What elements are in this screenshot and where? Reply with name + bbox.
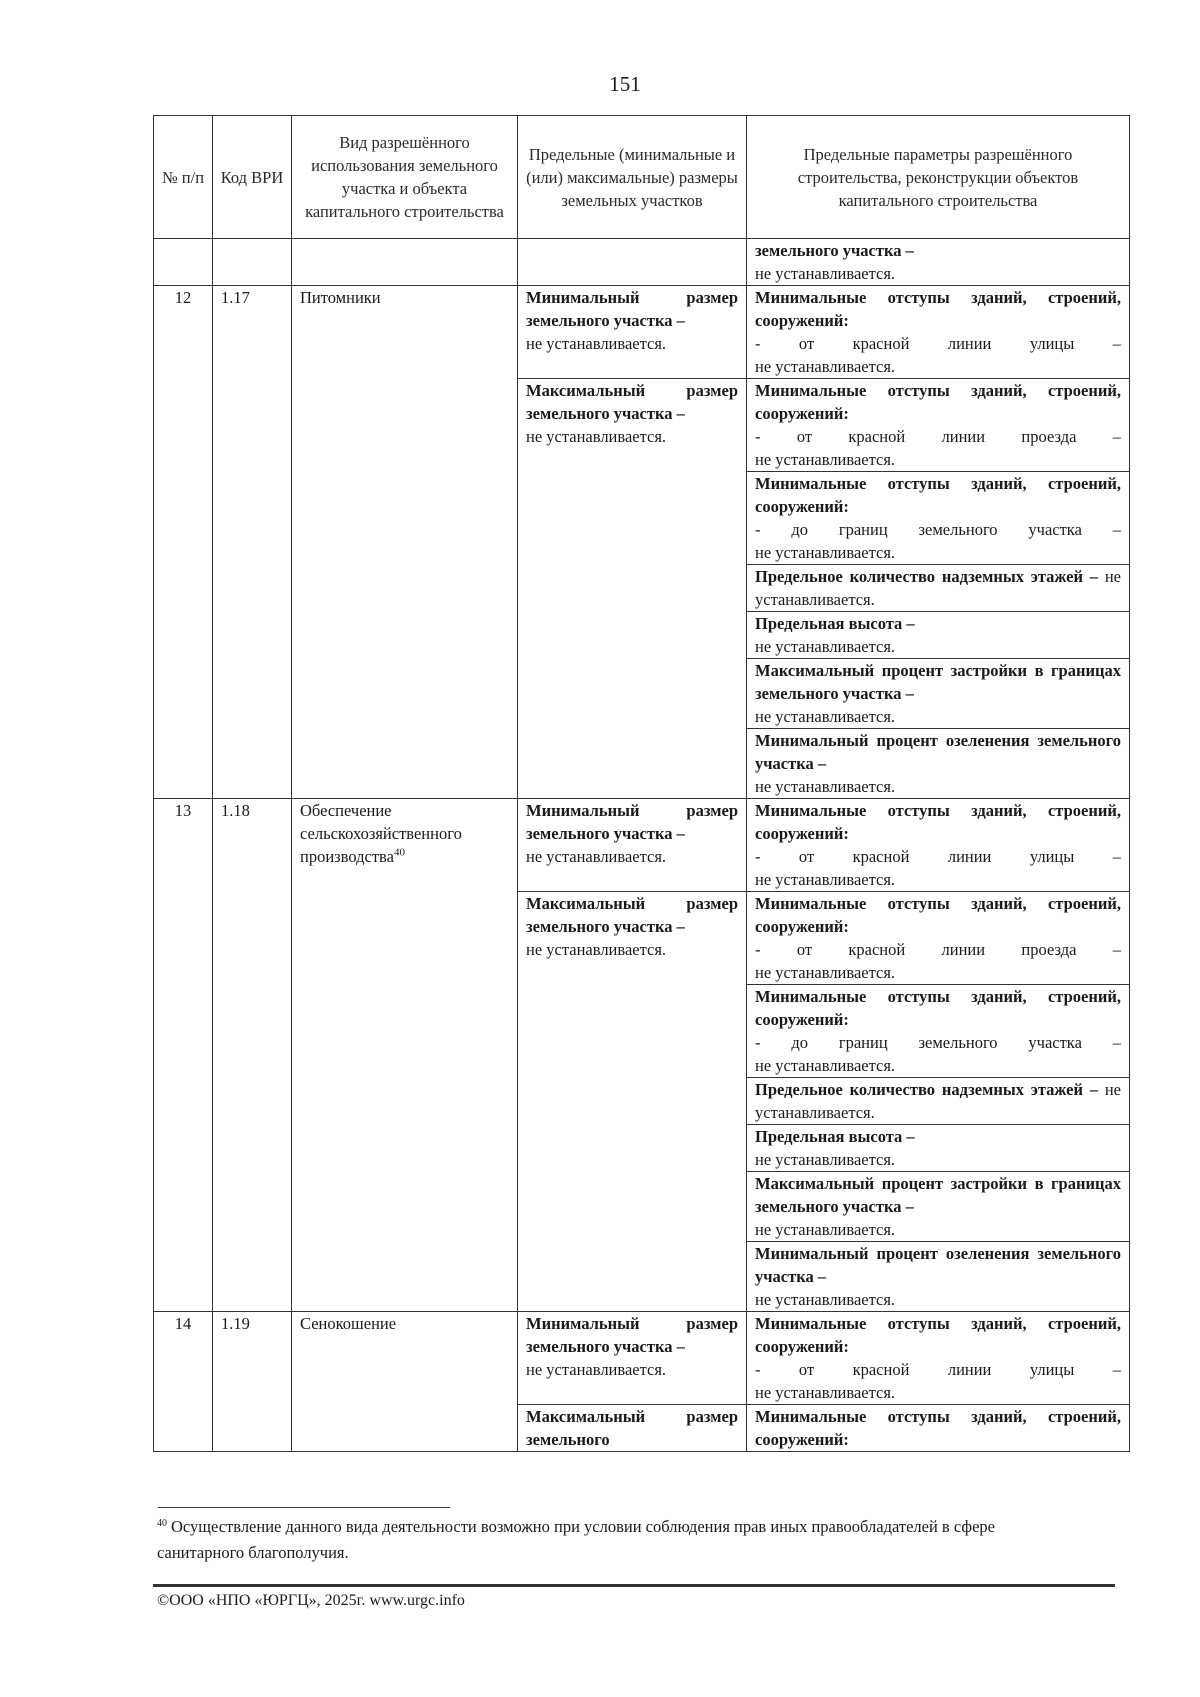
param-label: Минимальные отступы зданий, строений, сооружений:: [755, 801, 1121, 843]
continuation-row: [154, 239, 1130, 286]
min-plot-size-value: не устанавливается.: [526, 847, 667, 866]
use-type-name: [292, 799, 518, 1312]
construction-param: [747, 565, 1130, 612]
footnote: [157, 1514, 1057, 1566]
header-plot-sizes: Предельные (минимальные и (или) максимальные) размеры земельных участков: [518, 116, 747, 239]
row-number-text: 14: [174, 1314, 192, 1333]
param-setback-line: - от красной линии проезда –: [755, 940, 1121, 959]
footnote-text: Осуществление данного вида деятельности возможно при условии соблюдения прав иных правообладателей в сфере санитарного благополучия.: [157, 1517, 995, 1562]
param-label: Минимальные отступы зданий, строений, сооружений:: [755, 894, 1121, 936]
param-label: Максимальный процент застройки в границах земельного участка –: [755, 1174, 1121, 1216]
row-number: [154, 286, 213, 799]
param-label: Максимальный процент застройки в границах земельного участка –: [755, 661, 1121, 703]
param-value: не устанавливается.: [755, 637, 896, 656]
row-number-text: 12: [174, 288, 192, 307]
vri-code-text: 1.17: [221, 288, 250, 307]
vri-code: [213, 799, 292, 1312]
copyright-notice: ©ООО «НПО «ЮРГЦ», 2025г. www.urgc.info: [157, 1592, 465, 1609]
param-label: Предельное количество надземных этажей –: [755, 567, 1099, 586]
header-code: Код ВРИ: [213, 116, 292, 239]
footer-divider: [153, 1584, 1115, 1587]
zoning-regulations-table: [153, 115, 1130, 1452]
table-header-row: [154, 116, 1130, 239]
construction-param: [747, 659, 1130, 729]
param-label: Минимальные отступы зданий, строений, сооружений:: [755, 1314, 1121, 1356]
param-label: Минимальные отступы зданий, строений, сооружений:: [755, 474, 1121, 516]
table-row: [154, 1312, 1130, 1405]
row-number: [154, 1312, 213, 1452]
min-plot-size-label: Минимальный размер земельного участка –: [526, 801, 738, 843]
use-type-name: [292, 1312, 518, 1452]
vri-code-text: 1.18: [221, 801, 250, 820]
param-label: Минимальные отступы зданий, строений, сооружений:: [755, 1407, 1121, 1449]
param-setback-line: - от красной линии улицы –: [755, 1360, 1121, 1379]
param-label: Предельная высота –: [755, 1127, 915, 1146]
row-number-text: 13: [174, 801, 192, 820]
param-value: не устанавливается.: [755, 1220, 896, 1239]
min-plot-size: [518, 1312, 747, 1405]
header-construction-params: Предельные параметры разрешённого строительства, реконструкции объектов капитального строительства: [747, 116, 1130, 239]
max-plot-size-value: не устанавливается.: [526, 427, 667, 446]
param-value: не устанавливается.: [755, 450, 896, 469]
construction-param: [747, 985, 1130, 1078]
vri-code: [213, 1312, 292, 1452]
construction-param: [747, 1242, 1130, 1312]
param-value: не устанавливается.: [755, 777, 896, 796]
construction-param: [747, 799, 1130, 892]
continuation-empty-cell: [292, 239, 518, 286]
footnote-marker: 40: [157, 1517, 167, 1529]
continuation-empty-cell: [213, 239, 292, 286]
header-use-type: Вид разрешённого использования земельного участка и объекта капитального строительства: [292, 116, 518, 239]
table-row: [154, 286, 1130, 379]
use-type-name-text: Сенокошение: [300, 1314, 397, 1333]
row-number: [154, 799, 213, 1312]
min-plot-size-value: не устанавливается.: [526, 334, 667, 353]
table-row: [154, 799, 1130, 892]
param-value-text: не устанавливается.: [755, 264, 896, 283]
param-setback-line: - до границ земельного участка –: [755, 520, 1121, 539]
max-plot-size-label: Максимальный размер земельного: [526, 1407, 738, 1449]
param-value: не устанавливается.: [755, 357, 896, 376]
param-label: Минимальный процент озеленения земельного участка –: [755, 1244, 1121, 1286]
param-label: Минимальные отступы зданий, строений, сооружений:: [755, 381, 1121, 423]
min-plot-size-value: не устанавливается.: [526, 1360, 667, 1379]
use-type-name-text: Питомники: [300, 288, 381, 307]
param-value: не устанавливается.: [755, 1383, 896, 1402]
param-value: не устанавливается.: [755, 1150, 896, 1169]
footnote-divider: [158, 1507, 450, 1508]
min-plot-size: [518, 286, 747, 379]
max-plot-size: [518, 379, 747, 799]
max-plot-size-value: не устанавливается.: [526, 940, 667, 959]
max-plot-size-label: Максимальный размер земельного участка –: [526, 894, 738, 936]
max-plot-size: [518, 892, 747, 1312]
param-setback-line: - от красной линии улицы –: [755, 847, 1121, 866]
construction-param: [747, 729, 1130, 799]
continuation-param-cell: [747, 239, 1130, 286]
param-value: не устанавливается.: [755, 1056, 896, 1075]
max-plot-size-label: Максимальный размер земельного участка –: [526, 381, 738, 423]
param-value: не устанавливается.: [755, 870, 896, 889]
max-plot-size: [518, 1405, 747, 1452]
construction-param: [747, 612, 1130, 659]
param-label: Минимальные отступы зданий, строений, сооружений:: [755, 987, 1121, 1029]
param-setback-line: - от красной линии улицы –: [755, 334, 1121, 353]
vri-code-text: 1.19: [221, 1314, 250, 1333]
construction-param: [747, 286, 1130, 379]
param-label: Минимальный процент озеленения земельного участка –: [755, 731, 1121, 773]
continuation-empty-cell: [518, 239, 747, 286]
construction-param: [747, 1125, 1130, 1172]
use-type-name: [292, 286, 518, 799]
construction-param: [747, 472, 1130, 565]
param-value: не устанавливается.: [755, 1290, 896, 1309]
param-label: Предельное количество надземных этажей –: [755, 1080, 1099, 1099]
param-value: не устанавливается.: [755, 543, 896, 562]
param-label: Предельная высота –: [755, 614, 915, 633]
construction-param: [747, 379, 1130, 472]
param-value: не устанавливается.: [755, 567, 1121, 609]
param-setback-line: - до границ земельного участка –: [755, 1033, 1121, 1052]
vri-code: [213, 286, 292, 799]
param-value: не устанавливается.: [755, 1080, 1121, 1122]
param-label: Минимальные отступы зданий, строений, сооружений:: [755, 288, 1121, 330]
continuation-empty-cell: [154, 239, 213, 286]
page-number: 151: [609, 72, 641, 96]
construction-param: [747, 1172, 1130, 1242]
param-value: не устанавливается.: [755, 963, 896, 982]
construction-param: [747, 1078, 1130, 1125]
min-plot-size: [518, 799, 747, 892]
header-num: № п/п: [154, 116, 213, 239]
param-value: не устанавливается.: [755, 707, 896, 726]
param-bold-text: земельного участка –: [755, 241, 914, 260]
footnote-reference: 40: [393, 846, 405, 859]
construction-param: [747, 1405, 1130, 1452]
use-type-name-text: Обеспечение сельскохозяйственного производства: [300, 801, 462, 866]
table-body: [154, 239, 1130, 1452]
min-plot-size-label: Минимальный размер земельного участка –: [526, 1314, 738, 1356]
param-setback-line: - от красной линии проезда –: [755, 427, 1121, 446]
construction-param: [747, 1312, 1130, 1405]
construction-param: [747, 892, 1130, 985]
min-plot-size-label: Минимальный размер земельного участка –: [526, 288, 738, 330]
